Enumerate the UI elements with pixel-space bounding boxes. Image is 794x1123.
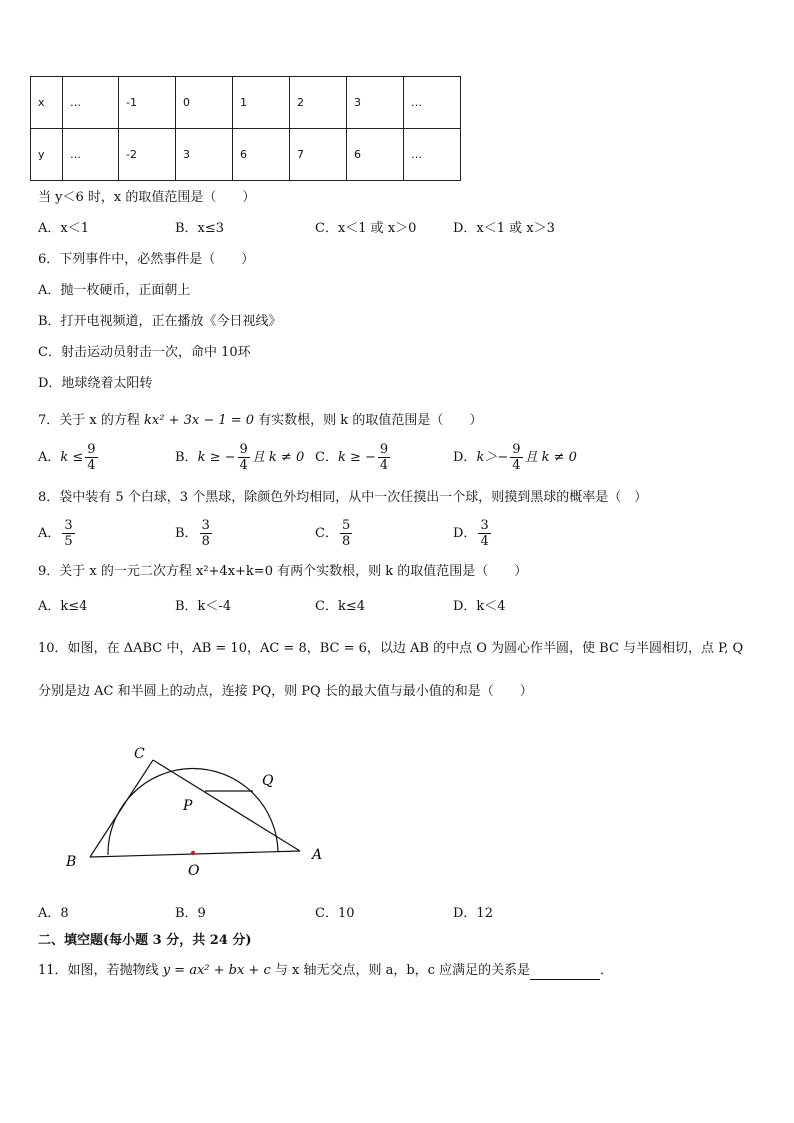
q7-stem-post: 有实数根，则 k 的取值范围是（ ） (254, 413, 483, 428)
q7-inequality: k＞− (476, 450, 509, 465)
numerator: 9 (239, 442, 248, 457)
table-cell: 0 (176, 77, 233, 129)
q8-stem: 8．袋中装有 5 个白球，3 个黑球，除颜色外均相同，从中一次任摸出一个球，则摸到黑球的概率是（ ） (38, 490, 648, 505)
denominator: 8 (341, 534, 351, 549)
semicircle (108, 768, 278, 855)
q7-option-b[interactable] (175, 442, 304, 473)
side-ca (153, 760, 300, 851)
table-cell: 2 (290, 77, 347, 129)
table-cell: 7 (290, 129, 347, 181)
q8-option-label: D． (453, 526, 477, 541)
fraction (200, 518, 212, 549)
center-point-o (191, 851, 195, 855)
q8-option-label: A． (38, 526, 61, 541)
q7-option-label: D． (453, 450, 477, 465)
q10-option-c[interactable]: C．10 (315, 906, 355, 921)
q9-option-c[interactable]: C．k≤4 (315, 599, 365, 614)
q6-option-c[interactable]: C．射击运动员射击一次，命中 10环 (38, 345, 251, 360)
numerator: 3 (480, 518, 489, 533)
table-cell: -1 (119, 77, 176, 129)
q9-stem: 9．关于 x 的一元二次方程 x²+4x+k=0 有两个实数根，则 k 的取值范围是（ ） (38, 564, 528, 579)
denominator: 5 (64, 534, 73, 549)
q7-stem (38, 412, 482, 430)
q7-inequality: k ≥ − (197, 450, 236, 465)
q5-option-d[interactable]: D．x＜1 或 x＞3 (453, 221, 555, 236)
q11-mid: 与 x 轴无交点，则 a，b，c 应满足的关系是 (270, 963, 531, 978)
table-cell: 1 (233, 77, 290, 129)
q10-stem-line2: 分别是边 AC 和半圆上的动点，连接 PQ，则 PQ 长的最大值与最小值的和是（ ） (38, 684, 533, 699)
table-cell: x (31, 77, 63, 129)
table-row-y (31, 129, 461, 181)
label-q: Q (262, 773, 274, 789)
q10-option-b[interactable]: B．9 (175, 906, 206, 921)
q7-inequality: k ≤ (60, 450, 84, 465)
fraction (340, 518, 352, 549)
table-cell: -2 (119, 129, 176, 181)
q10-stem-line1: 10．如图，在 ΔABC 中，AB = 10，AC = 8，BC = 6，以边 AB 的中点 O 为圆心作半圆，使 BC 与半圆相切，点 P, Q (38, 641, 744, 656)
numerator: 9 (87, 442, 96, 457)
q7-option-a[interactable] (38, 442, 100, 473)
side-ab (90, 851, 300, 857)
q7-option-label: A． (38, 450, 61, 465)
table-cell: … (404, 129, 461, 181)
numerator: 3 (201, 518, 210, 533)
denominator: 4 (512, 458, 521, 473)
q5-option-b[interactable]: B．x≤3 (175, 221, 225, 236)
q5-stem: 当 y＜6 时，x 的取值范围是（ ） (38, 190, 256, 205)
q11-stem (38, 962, 613, 980)
denominator: 8 (201, 534, 210, 549)
table-cell: y (31, 129, 63, 181)
q5-option-a[interactable]: A．x＜1 (38, 221, 89, 236)
q9-option-d[interactable]: D．k＜4 (453, 599, 506, 614)
numerator: 3 (64, 518, 73, 533)
q10-figure (60, 740, 350, 885)
numerator: 9 (379, 442, 389, 457)
q11-post: ． (600, 963, 614, 978)
fraction (378, 442, 390, 473)
denominator: 4 (480, 534, 489, 549)
section-heading: 二、填空题(每小题 3 分，共 24 分) (38, 933, 252, 948)
fraction (478, 518, 490, 549)
table-cell: … (404, 77, 461, 129)
fraction (238, 442, 250, 473)
q9-option-a[interactable]: A．k≤4 (38, 599, 88, 614)
q6-option-b[interactable]: B．打开电视频道，正在播放《今日视线》 (38, 314, 282, 329)
q5-option-c[interactable]: C．x＜1 或 x＞0 (315, 221, 417, 236)
q7-condition: 且 k ≠ 0 (524, 450, 577, 465)
label-p: P (183, 798, 193, 814)
table-cell: … (63, 129, 119, 181)
side-bc (90, 760, 153, 857)
q7-option-c[interactable] (315, 442, 392, 473)
table-cell: 6 (347, 129, 404, 181)
numerator: 9 (512, 442, 521, 457)
denominator: 4 (239, 458, 248, 473)
q7-equation: kx² + 3x − 1 = 0 (144, 413, 255, 428)
label-a: A (312, 847, 323, 863)
fraction (510, 442, 522, 473)
q7-option-label: C． (315, 450, 338, 465)
denominator: 4 (87, 458, 96, 473)
q7-condition: 且 k ≠ 0 (251, 450, 305, 465)
table-cell: 3 (176, 129, 233, 181)
fraction (85, 442, 97, 473)
q6-stem: 6．下列事件中，必然事件是（ ） (38, 252, 255, 267)
q8-option-label: C． (315, 526, 338, 541)
q11-pre: 11．如图，若抛物线 (38, 963, 163, 978)
table-cell: 3 (347, 77, 404, 129)
q6-option-a[interactable]: A．抛一枚硬币，正面朝上 (38, 283, 191, 298)
q8-option-b[interactable] (175, 518, 214, 549)
q7-inequality: k ≥ − (337, 450, 376, 465)
q6-option-d[interactable]: D．地球绕着太阳转 (38, 376, 153, 391)
q10-option-d[interactable]: D．12 (453, 906, 493, 921)
numerator: 5 (341, 518, 351, 533)
q10-option-a[interactable]: A．8 (38, 906, 69, 921)
q7-option-d[interactable] (453, 442, 577, 473)
table-cell: 6 (233, 129, 290, 181)
answer-blank[interactable] (530, 965, 600, 980)
q8-option-c[interactable] (315, 518, 354, 549)
label-o: O (188, 863, 200, 879)
table-cell: … (63, 77, 119, 129)
q8-option-a[interactable] (38, 518, 77, 549)
q8-option-d[interactable] (453, 518, 493, 549)
q11-equation: y = ax² + bx + c (162, 963, 271, 978)
q8-option-label: B． (175, 526, 198, 541)
fraction (62, 518, 74, 549)
q7-option-label: B． (175, 450, 198, 465)
q9-option-b[interactable]: B．k＜-4 (175, 599, 232, 614)
q7-stem-pre: 7．关于 x 的方程 (38, 413, 144, 428)
table-row-x (31, 77, 461, 129)
label-b: B (66, 854, 77, 870)
value-table (30, 76, 461, 181)
denominator: 4 (379, 458, 389, 473)
label-c: C (134, 746, 145, 762)
